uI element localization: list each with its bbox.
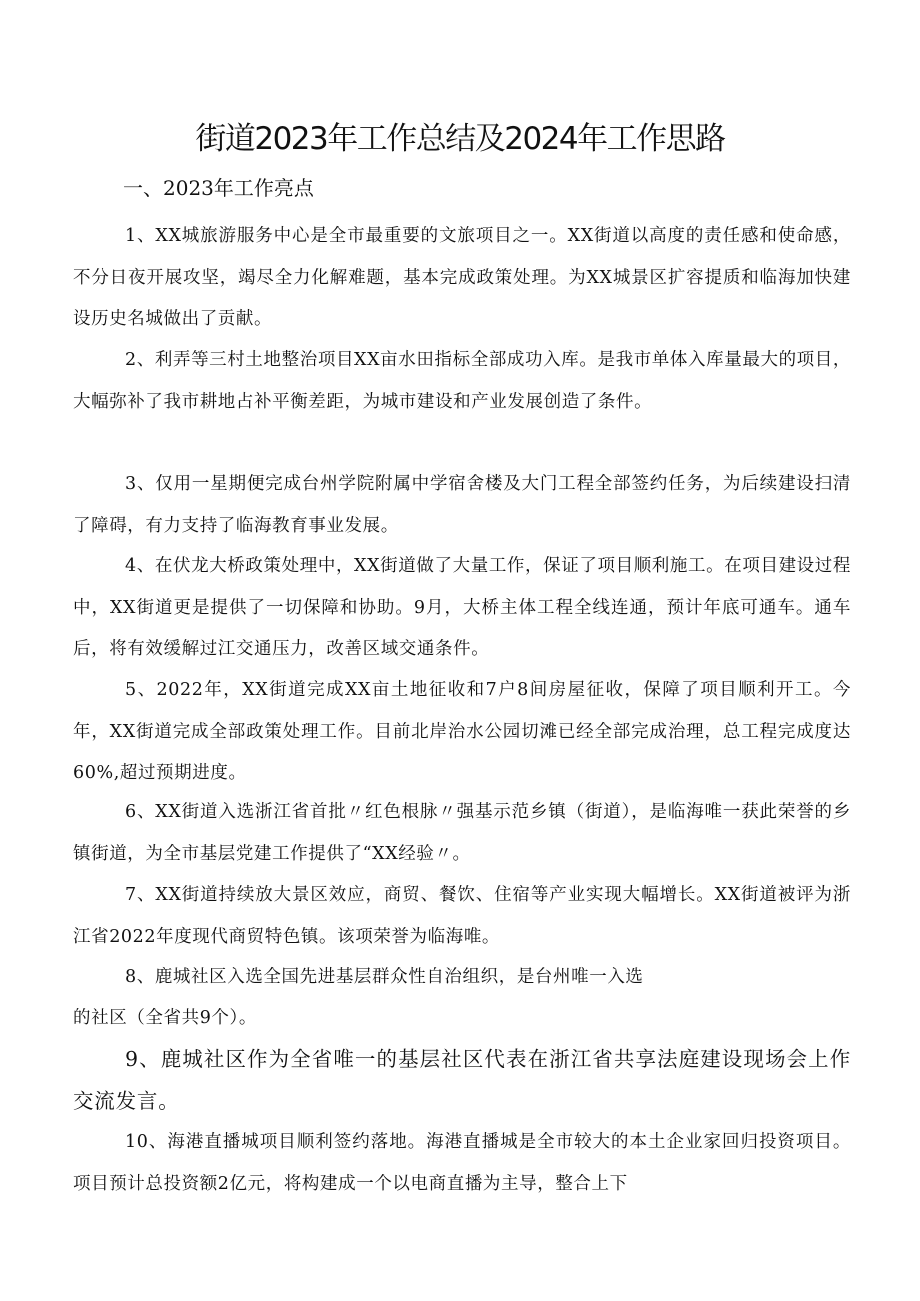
section-heading: 一、2023年工作亮点	[123, 176, 314, 200]
paragraph-item-5: 5、2022年，XX街道完成XX亩土地征收和7户8间房屋征收，保障了项目顺利开工。今年，XX街道完成全部政策处理工作。目前北岸治水公园切滩已经全部完成治理，总工程完成度达60%,超过预期进度。	[73, 680, 851, 783]
document-title: 街道2023年工作总结及2024年工作思路	[195, 121, 725, 157]
paragraph-item-8-line-1: 8、鹿城社区入选全国先进基层群众性自治组织，是台州唯一入选	[125, 967, 644, 987]
paragraph-item-10: 10、海港直播城项目顺利签约落地。海港直播城是全市较大的本土企业家回归投资项目。项目预计总投资额2亿元，将构建成一个以电商直播为主导，整合上下	[73, 1132, 851, 1194]
paragraph-item-9: 9、鹿城社区作为全省唯一的基层社区代表在浙江省共享法庭建设现场会上作交流发言。	[73, 1047, 851, 1113]
paragraph-item-7: 7、XX街道持续放大景区效应，商贸、餐饮、住宿等产业实现大幅增长。XX街道被评为浙江省2022年度现代商贸特色镇。该项荣誉为临海唯。	[73, 885, 851, 947]
paragraph-item-8-line-2: 的社区（全省共9个）。	[73, 1008, 257, 1028]
paragraph-item-2: 2、利弄等三村土地整治项目XX亩水田指标全部成功入库。是我市单体入库量最大的项目，大幅弥补了我市耕地占补平衡差距，为城市建设和产业发展创造了条件。	[73, 350, 851, 412]
paragraph-item-6: 6、XX街道入选浙江省首批〃红色根脉〃强基示范乡镇（街道），是临海唯一获此荣誉的乡镇街道，为全市基层党建工作提供了“XX经验〃。	[73, 802, 851, 864]
paragraph-item-4: 4、在伏龙大桥政策处理中，XX街道做了大量工作，保证了项目顺利施工。在项目建设过程中，XX街道更是提供了一切保障和协助。9月，大桥主体工程全线连通，预计年底可通车。通车后，将有效缓解过江交通压力，改善区域交通条件。	[73, 556, 851, 659]
paragraph-item-3: 3、仅用一星期便完成台州学院附属中学宿舍楼及大门工程全部签约任务，为后续建设扫清了障碍，有力支持了临海教育事业发展。	[73, 474, 851, 536]
paragraph-item-1: 1、XX城旅游服务中心是全市最重要的文旅项目之一。XX街道以高度的责任感和使命感，不分日夜开展攻坚，竭尽全力化解难题，基本完成政策处理。为XX城景区扩容提质和临海加快建设历史名城做出了贡献。	[73, 226, 851, 329]
